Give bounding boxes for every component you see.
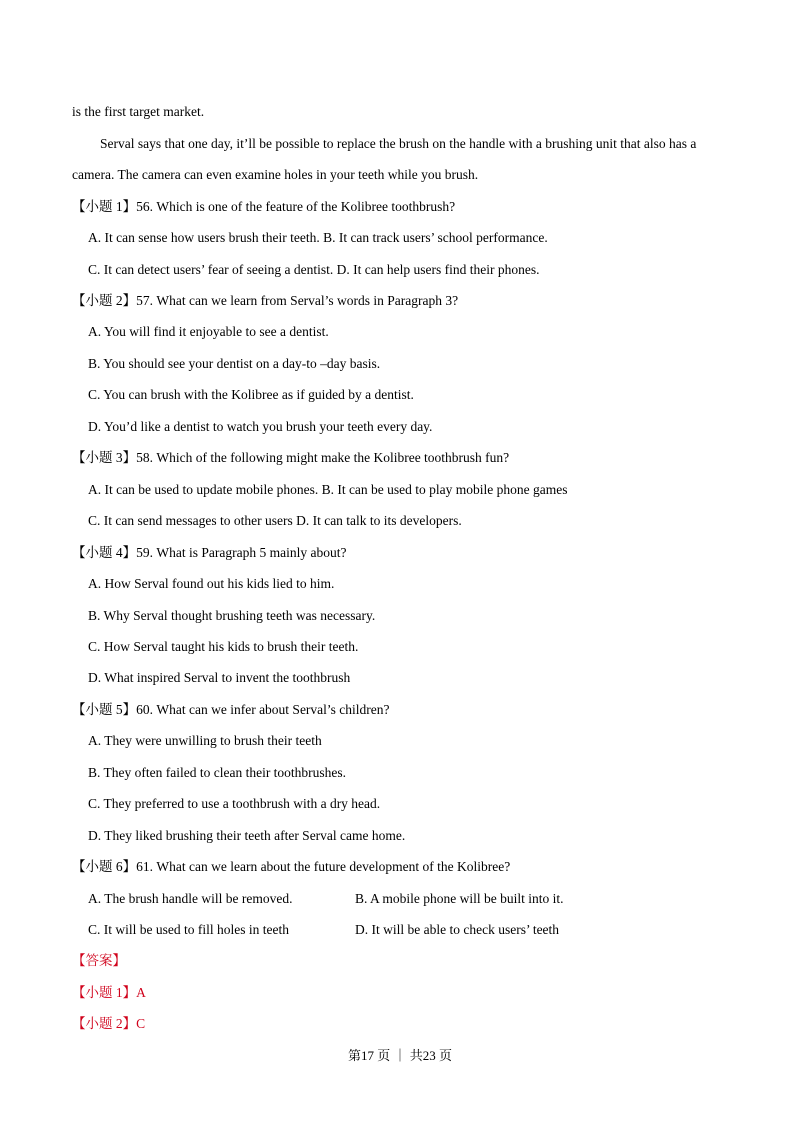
- question-stem: 【小题 4】59. What is Paragraph 5 mainly about?: [72, 545, 347, 560]
- question-stem: 【小题 1】56. Which is one of the feature of the Kolibree toothbrush?: [72, 199, 456, 214]
- question-stem: 【小题 6】61. What can we learn about the future development of the Kolibree?: [72, 859, 511, 874]
- question-option: B. They often failed to clean their toothbrushes.: [88, 765, 347, 780]
- question-option: C. It can detect users’ fear of seeing a dentist. D. It can help users find their phones.: [88, 262, 540, 277]
- question-stem: 【小题 3】58. Which of the following might make the Kolibree toothbrush fun?: [72, 450, 510, 465]
- page-number: 第17 页 ｜ 共23 页: [347, 1048, 452, 1063]
- answer-heading: 【答案】: [72, 953, 126, 968]
- question-option: A. How Serval found out his kids lied to him.: [88, 576, 335, 591]
- question-option: A. You will find it enjoyable to see a dentist.: [88, 324, 329, 339]
- question-option: B. Why Serval thought brushing teeth was necessary.: [88, 608, 376, 623]
- question-option: C. How Serval taught his kids to brush their teeth.: [88, 639, 359, 654]
- question-stem: 【小题 5】60. What can we infer about Serval’s children?: [72, 702, 390, 717]
- passage-line: camera. The camera can even examine holes in your teeth while you brush.: [72, 167, 479, 182]
- question-option: A. The brush handle will be removed.: [88, 891, 293, 906]
- question-option: B. You should see your dentist on a day-to –day basis.: [88, 356, 381, 371]
- answer-item: 【小题 2】C: [72, 1016, 146, 1031]
- question-option: B. A mobile phone will be built into it.: [355, 891, 564, 906]
- question-option: C. You can brush with the Kolibree as if guided by a dentist.: [88, 387, 414, 402]
- passage-line: Serval says that one day, it’ll be possible to replace the brush on the handle with a brushing unit that also has a: [100, 136, 697, 151]
- question-option: D. You’d like a dentist to watch you brush your teeth every day.: [88, 419, 433, 434]
- question-option: C. It will be used to fill holes in teeth: [88, 922, 289, 937]
- question-option: A. It can sense how users brush their teeth. B. It can track users’ school performance.: [88, 230, 548, 245]
- question-option: D. It will be able to check users’ teeth: [355, 922, 560, 937]
- question-option: A. It can be used to update mobile phones. B. It can be used to play mobile phone games: [88, 482, 568, 497]
- passage-line: is the first target market.: [72, 104, 205, 119]
- answer-item: 【小题 1】A: [72, 985, 146, 1000]
- question-option: A. They were unwilling to brush their teeth: [88, 733, 322, 748]
- question-option: C. It can send messages to other users D. It can talk to its developers.: [88, 513, 462, 528]
- question-option: D. They liked brushing their teeth after Serval came home.: [88, 828, 406, 843]
- question-stem: 【小题 2】57. What can we learn from Serval’s words in Paragraph 3?: [72, 293, 459, 308]
- question-option: D. What inspired Serval to invent the toothbrush: [88, 670, 351, 685]
- question-option: C. They preferred to use a toothbrush with a dry head.: [88, 796, 381, 811]
